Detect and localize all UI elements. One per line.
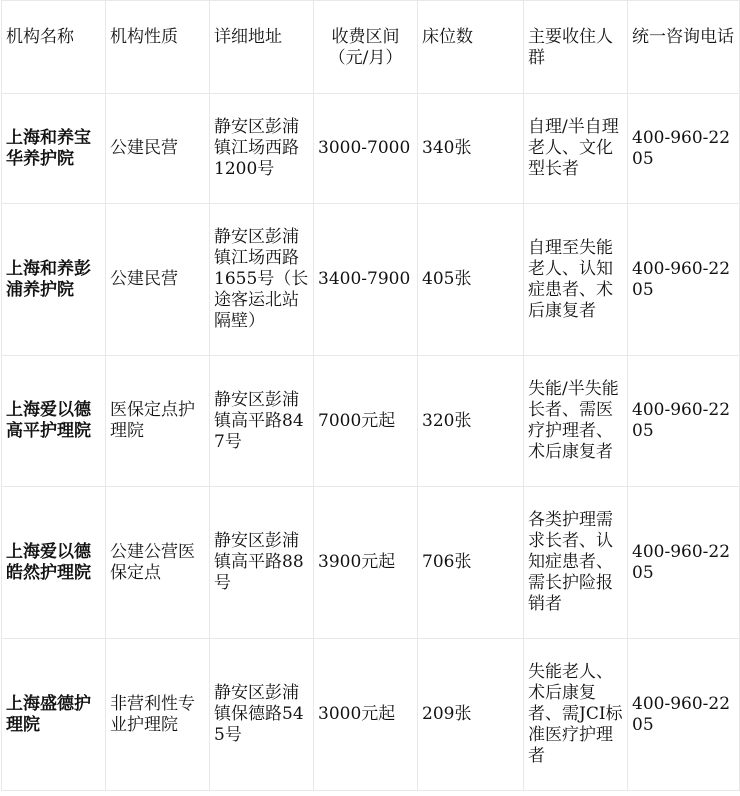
cell-name: 上海爱以德高平护理院 — [2, 356, 106, 487]
cell-type: 公建民营 — [106, 204, 210, 356]
cell-name: 上海和养彭浦养护院 — [2, 204, 106, 356]
header-fee-range — [314, 1, 418, 94]
header-type: 机构性质 — [106, 1, 210, 94]
cell-address: 静安区彭浦镇保德路545号 — [210, 639, 314, 791]
cell-phone: 400-960-2205 — [628, 639, 740, 791]
table-row — [2, 639, 740, 791]
cell-type: 公建公营医保定点 — [106, 487, 210, 639]
cell-fee: 3000-7000 — [314, 94, 418, 204]
cell-residents: 各类护理需求长者、认知症患者、需长护险报销者 — [524, 487, 628, 639]
header-name: 机构名称 — [2, 1, 106, 94]
cell-residents: 自理/半自理老人、文化型长者 — [524, 94, 628, 204]
cell-residents: 失能老人、术后康复者、需JCI标准医疗护理者 — [524, 639, 628, 791]
table-row — [2, 356, 740, 487]
header-beds: 床位数 — [418, 1, 524, 94]
table-row — [2, 204, 740, 356]
cell-phone: 400-960-2205 — [628, 356, 740, 487]
cell-residents: 自理至失能老人、认知症患者、术后康复者 — [524, 204, 628, 356]
table-row — [2, 487, 740, 639]
cell-phone: 400-960-2205 — [628, 94, 740, 204]
cell-name: 上海和养宝华养护院 — [2, 94, 106, 204]
cell-fee: 3400-7900 — [314, 204, 418, 356]
cell-address: 静安区彭浦镇江场西路1655号（长途客运北站隔壁） — [210, 204, 314, 356]
cell-beds: 706张 — [418, 487, 524, 639]
cell-address: 静安区彭浦镇高平路847号 — [210, 356, 314, 487]
cell-type: 非营利性专业护理院 — [106, 639, 210, 791]
cell-fee: 3900元起 — [314, 487, 418, 639]
nursing-home-table — [1, 0, 740, 791]
cell-name: 上海爱以德皓然护理院 — [2, 487, 106, 639]
cell-address: 静安区彭浦镇高平路88号 — [210, 487, 314, 639]
cell-name: 上海盛德护理院 — [2, 639, 106, 791]
cell-address: 静安区彭浦镇江场西路1200号 — [210, 94, 314, 204]
header-address: 详细地址 — [210, 1, 314, 94]
cell-fee: 3000元起 — [314, 639, 418, 791]
table-row — [2, 94, 740, 204]
header-fee-range-text: 收费区间 （元/月） — [328, 27, 403, 68]
cell-beds: 405张 — [418, 204, 524, 356]
cell-beds: 340张 — [418, 94, 524, 204]
cell-fee: 7000元起 — [314, 356, 418, 487]
cell-residents: 失能/半失能长者、需医疗护理者、术后康复者 — [524, 356, 628, 487]
header-residents: 主要收住人群 — [524, 1, 628, 94]
cell-beds: 209张 — [418, 639, 524, 791]
header-row — [2, 1, 740, 94]
cell-type: 公建民营 — [106, 94, 210, 204]
cell-phone: 400-960-2205 — [628, 204, 740, 356]
cell-type: 医保定点护理院 — [106, 356, 210, 487]
cell-phone: 400-960-2205 — [628, 487, 740, 639]
header-phone: 统一咨询电话 — [628, 1, 740, 94]
cell-beds: 320张 — [418, 356, 524, 487]
